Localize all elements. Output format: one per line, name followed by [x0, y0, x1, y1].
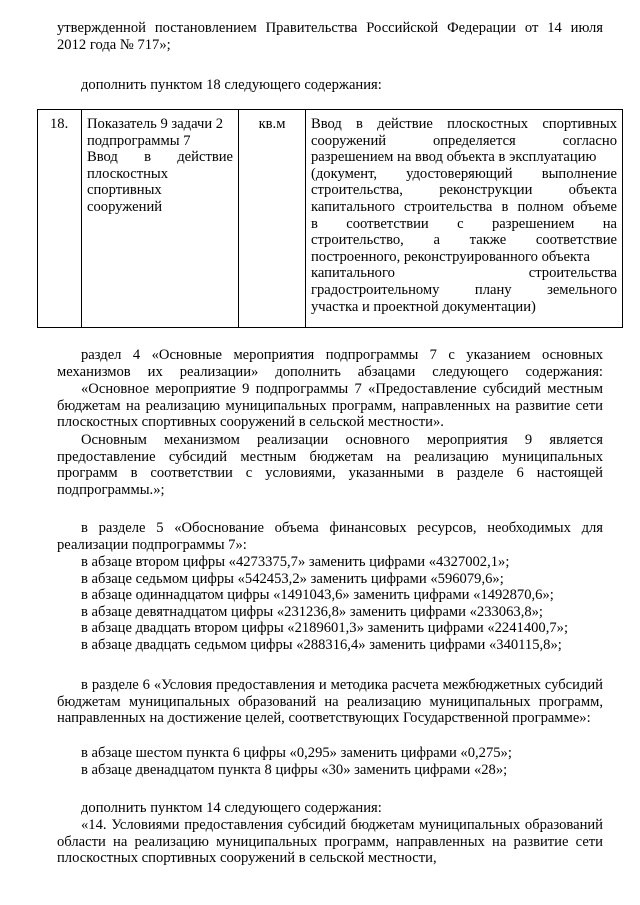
- table-cell-number: 18.: [38, 110, 82, 328]
- section5-item: в абзаце двадцать втором цифры «2189601,3» заменить цифрами «2241400,7»;: [81, 620, 569, 637]
- add-item-18-paragraph: дополнить пунктом 18 следующего содержания:: [81, 77, 382, 93]
- section5-list: [57, 554, 627, 654]
- method-line: Ввод в действие плоскостных спортивных: [311, 116, 617, 132]
- table-cell-indicator: [82, 110, 239, 328]
- table-cell-method: [306, 110, 623, 328]
- table-row: [38, 110, 623, 328]
- section5-item: в абзаце одиннадцатом цифры «1491043,6» заменить цифрами «1492870,6»;: [81, 587, 554, 604]
- indicator-line: сооружений: [87, 198, 163, 215]
- section5-item: в абзаце девятнадцатом цифры «231236,8» заменить цифрами «233063,8»;: [81, 603, 543, 620]
- method-line: капитального строительства в полном объеме: [311, 198, 617, 215]
- indicator-line: подпрограммы 7: [87, 132, 191, 149]
- intro-line-1: утвержденной постановлением Правительства Российской Федерации от 14 июля: [57, 20, 603, 36]
- section6-item: в абзаце двенадцатом пункта 8 цифры «30» заменить цифрами «28»;: [81, 761, 508, 778]
- indicator-table: [37, 109, 623, 328]
- section4-line-2: механизмов их реализации» дополнить абзацами следующего содержания:: [57, 364, 603, 380]
- indicator-line: Ввод в действие: [87, 149, 233, 166]
- section5-item: в абзаце втором цифры «4273375,7» заменить цифрами «4327002,1»;: [81, 554, 510, 570]
- intro-line-2: 2012 года № 717»;: [57, 37, 171, 53]
- indicator-line: спортивных: [87, 182, 162, 199]
- section6-list: [57, 745, 627, 778]
- method-line: строительство, а также соответствие: [311, 232, 617, 249]
- section4-paragraph-2: Основным механизмом реализации основного мероприятия 9 является предоставление субсидий местным бюджетам на реализацию муниципальных программ в соответствии с условиями, указанными в разделе 6 настоящей подпрограммы.»;: [57, 432, 603, 498]
- section4-line-1: раздел 4 «Основные мероприятия подпрограммы 7 с указанием основных: [81, 347, 603, 363]
- indicator-line: Показатель 9 задачи 2: [87, 116, 224, 132]
- method-line: градостроительному плану земельного: [311, 281, 617, 298]
- indicator-line: плоскостных: [87, 165, 169, 182]
- section5-item: в абзаце двадцать седьмом цифры «288316,4» заменить цифрами «340115,8»;: [81, 636, 562, 653]
- section4-paragraph-1: «Основное мероприятие 9 подпрограммы 7 «Предоставление субсидий местным бюджетам на реализацию муниципальных программ, направленных на развитие сети плоскостных спортивных сооружений в сельской местности».: [57, 381, 603, 431]
- method-line: в соответствии с разрешением на: [311, 215, 617, 232]
- method-line: капитального строительства: [311, 265, 617, 282]
- section6-item: в абзаце шестом пункта 6 цифры «0,295» заменить цифрами «0,275»;: [81, 745, 512, 761]
- method-line: сооружений определяется согласно: [311, 132, 617, 149]
- method-line: (документ, удостоверяющий выполнение: [311, 165, 617, 182]
- item14-paragraph: «14. Условиями предоставления субсидий бюджетам муниципальных образований области на реализацию муниципальных программ, направленных на развитие сети плоскостных спортивных сооружений в сельской местности,: [57, 817, 603, 867]
- section5-intro: в разделе 5 «Обоснование объема финансовых ресурсов, необходимых для реализации подпрограммы 7»:: [57, 520, 603, 553]
- section5-item: в абзаце седьмом цифры «542453,2» заменить цифрами «596079,6»;: [81, 570, 504, 587]
- method-line: строительства, реконструкции объекта: [311, 182, 617, 199]
- method-line: участка и проектной документации): [311, 298, 536, 315]
- method-line: разрешением на ввод объекта в эксплуатацию: [311, 149, 597, 166]
- table-cell-unit: кв.м: [239, 110, 306, 328]
- method-line: построенного, реконструированного объекта: [311, 248, 590, 265]
- section6-intro: в разделе 6 «Условия предоставления и методика расчета межбюджетных субсидий бюджетам муниципальных образований на реализацию муниципальных программ, направленных на достижение целей, соответствующих Государственной программе»:: [57, 677, 603, 727]
- add-item-14-paragraph: дополнить пунктом 14 следующего содержания:: [81, 800, 382, 816]
